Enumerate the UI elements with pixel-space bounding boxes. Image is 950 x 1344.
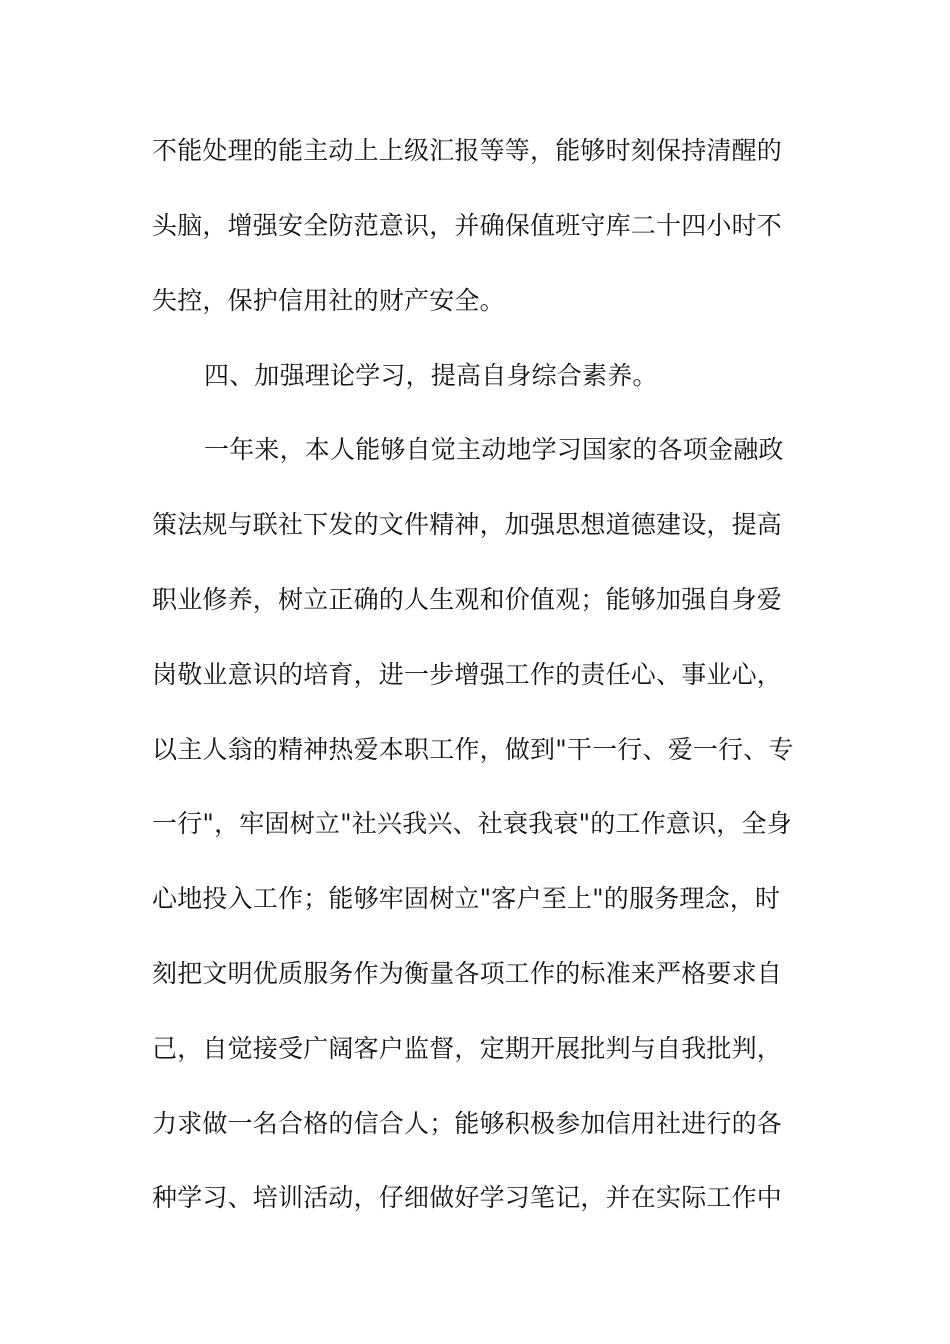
section-heading: 四、加强理论学习，提高自身综合素养。 [204,361,658,390]
text-line-13: 己，自觉接受广阔客户监督，定期开展批判与自我批判， [152,1034,783,1063]
text-line-2: 头脑，增强安全防范意识，并确保值班守库二十四小时不 [152,211,783,240]
text-line-5: 一年来，本人能够自觉主动地学习国家的各项金融政 [204,435,784,464]
text-line-11: 心地投入工作；能够牢固树立"客户至上"的服务理念，时 [152,884,781,913]
text-line-7: 职业修养，树立正确的人生观和价值观；能够加强自身爱 [152,585,783,614]
text-line-3: 失控，保护信用社的财产安全。 [152,286,505,315]
text-line-1: 不能处理的能主动上上级汇报等等，能够时刻保持清醒的 [152,136,783,165]
text-line-12: 刻把文明优质服务作为衡量各项工作的标准来严格要求自 [152,959,783,988]
text-line-15: 种学习、培训活动，仔细做好学习笔记，并在实际工作中 [152,1183,783,1212]
text-line-6: 策法规与联社下发的文件精神，加强思想道德建设，提高 [152,510,783,539]
text-line-14: 力求做一名合格的信合人；能够积极参加信用社进行的各 [152,1109,783,1138]
text-line-8: 岗敬业意识的培育，进一步增强工作的责任心、事业心， [152,660,783,689]
text-line-10: 一行"，牢固树立"社兴我兴、社衰我衰"的工作意识，全身 [152,809,792,838]
text-line-9: 以主人翁的精神热爱本职工作，做到"干一行、爱一行、专 [152,735,794,764]
